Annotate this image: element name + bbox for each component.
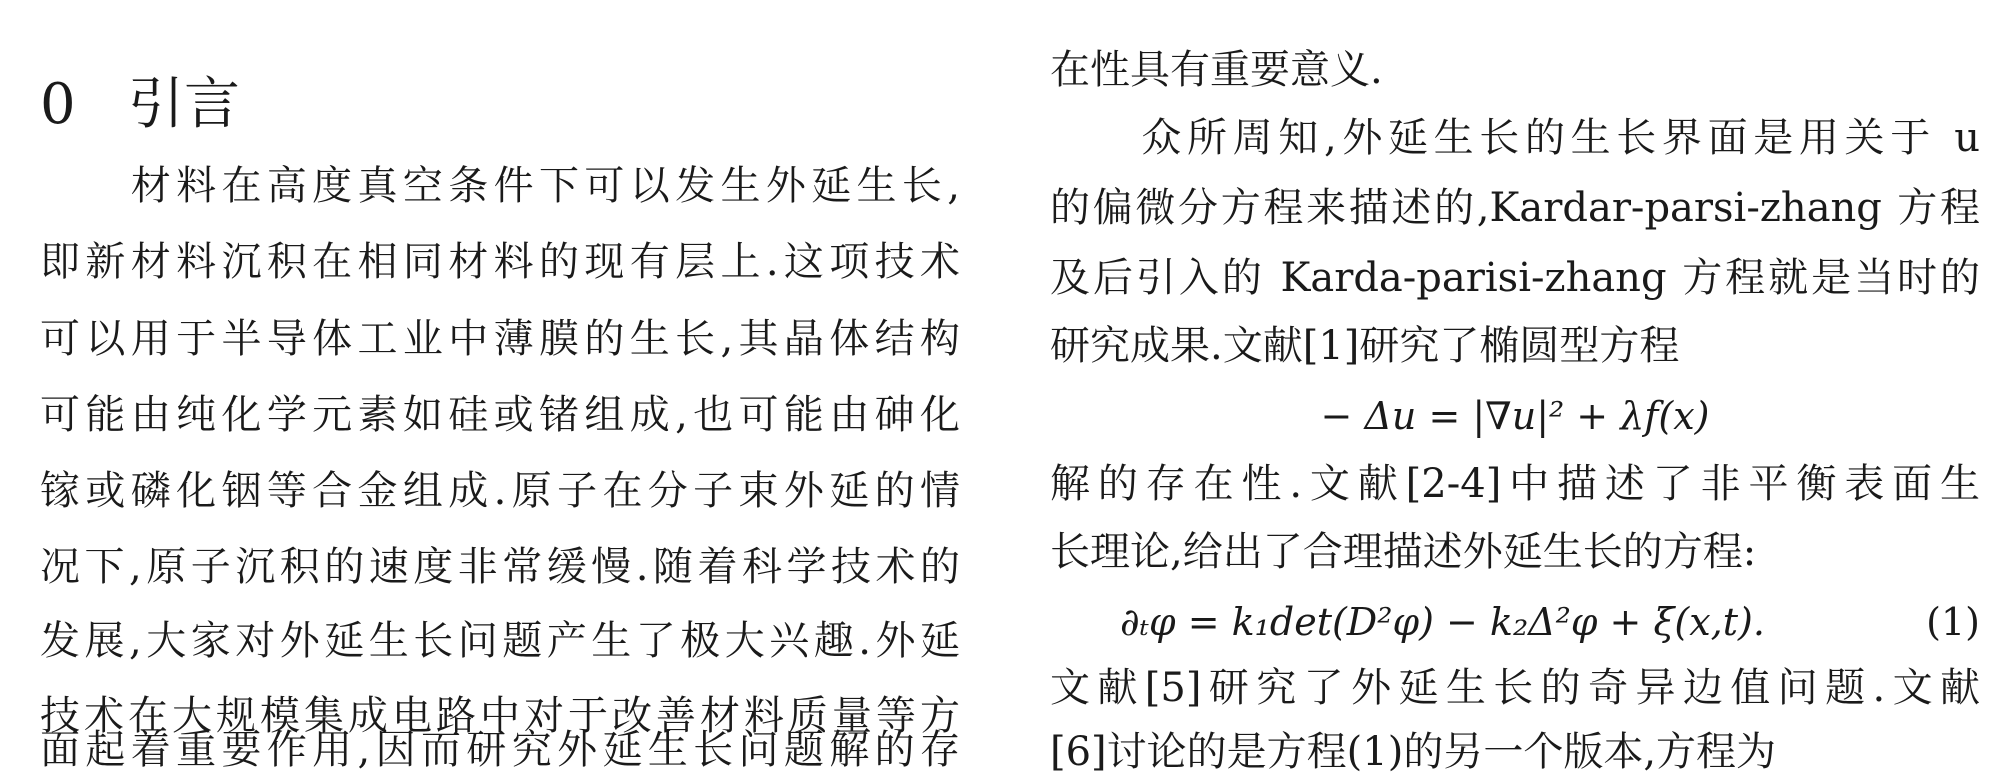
paragraph-line: 众所周知,外延生长的生长界面是用关于 u [1050, 115, 1980, 161]
paragraph-line: 可能由纯化学元素如硅或锗组成,也可能由砷化 [40, 392, 960, 438]
section-heading [40, 70, 240, 140]
equation-1: ∂ₜφ = k₁det(D²φ) − k₂Δ²φ + ξ(x,t). [1120, 600, 1765, 644]
equation-elliptic: − Δu = |∇u|² + λf(x) [1320, 394, 1710, 438]
paragraph-line: 镓或磷化铟等合金组成.原子在分子束外延的情 [40, 468, 960, 514]
paragraph-line: 研究成果.文献[1]研究了椭圆型方程 [1050, 323, 1680, 369]
paragraph-line: 可以用于半导体工业中薄膜的生长,其晶体结构 [40, 316, 960, 362]
section-title: 引言 [128, 72, 240, 137]
paragraph-line: [6]讨论的是方程(1)的另一个版本,方程为 [1050, 729, 1777, 775]
paragraph-line: 长理论,给出了合理描述外延生长的方程: [1050, 529, 1757, 575]
paragraph-line: 的偏微分方程来描述的,Kardar-parsi-zhang 方程 [1050, 185, 1980, 231]
paragraph-line: 面起着重要作用,因而研究外延生长问题解的存 [40, 727, 960, 773]
paragraph-line: 况下,原子沉积的速度非常缓慢.随着科学技术的 [40, 544, 960, 590]
paragraph-line: 技术在大规模集成电路中对于改善材料质量等方 [40, 693, 960, 739]
paragraph-line: 材料在高度真空条件下可以发生外延生长, [40, 163, 960, 209]
paragraph-line: 发展,大家对外延生长问题产生了极大兴趣.外延 [40, 618, 960, 664]
paragraph-line: 在性具有重要意义. [1050, 47, 1383, 93]
paragraph-line: 及后引入的 Karda-parisi-zhang 方程就是当时的 [1050, 255, 1980, 301]
section-number: 0 [40, 72, 76, 137]
paragraph-line: 文献[5]研究了外延生长的奇异边值问题.文献 [1050, 665, 1980, 711]
paragraph-line: 解的存在性.文献[2-4]中描述了非平衡表面生 [1050, 461, 1980, 507]
equation-number: (1) [1926, 600, 1980, 644]
paragraph-line: 即新材料沉积在相同材料的现有层上.这项技术 [40, 239, 960, 285]
